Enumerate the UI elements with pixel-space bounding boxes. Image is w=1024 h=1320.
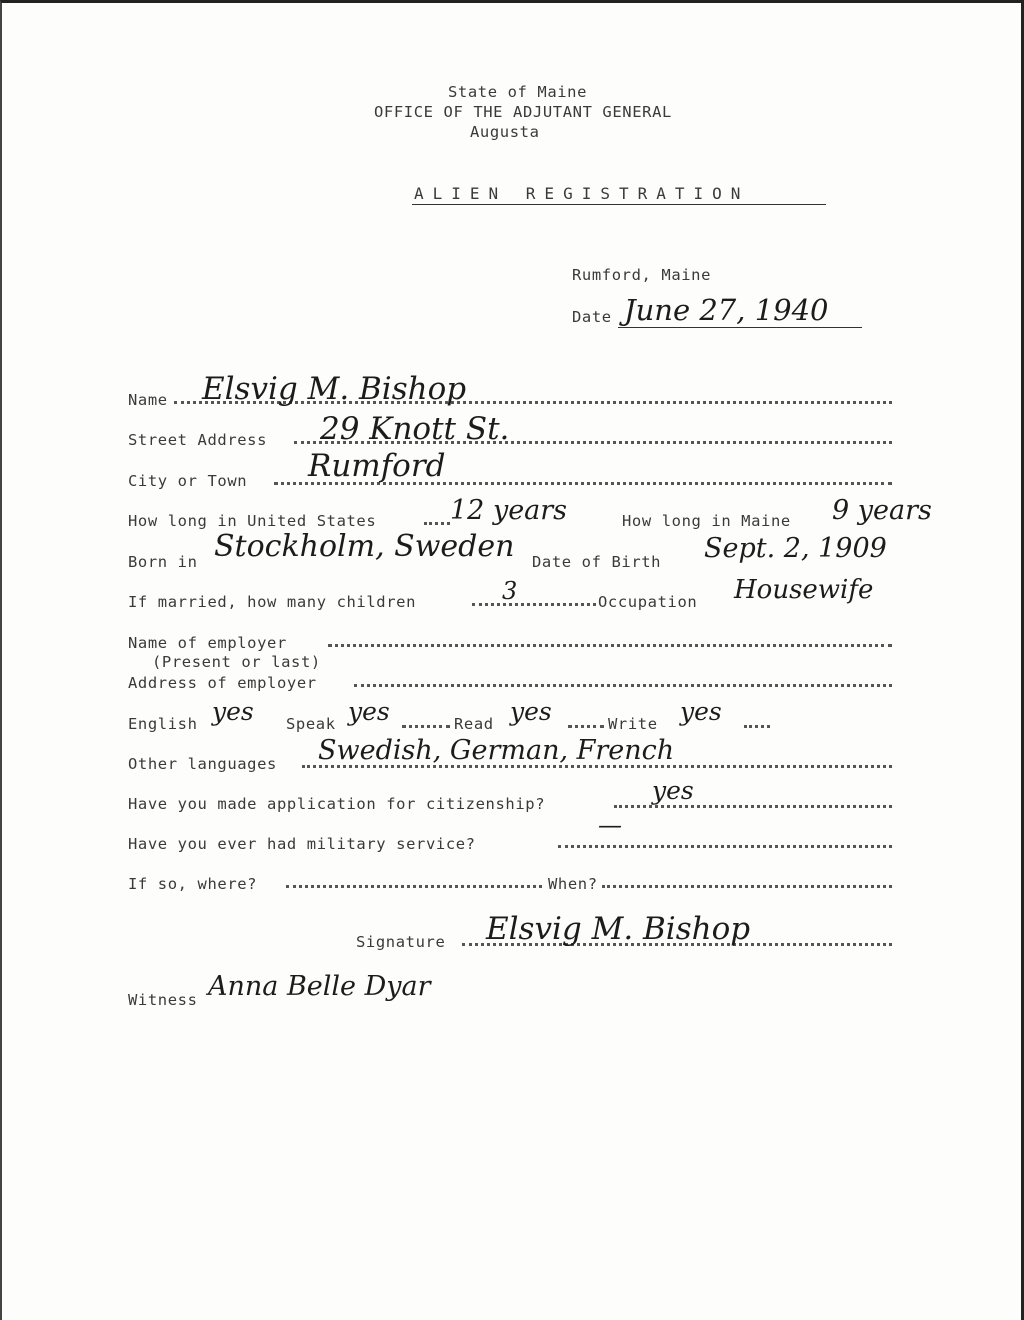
witness-value: Anna Belle Dyar bbox=[208, 971, 431, 1002]
speak-label: Speak bbox=[286, 715, 336, 733]
speak-value: yes bbox=[348, 697, 390, 726]
employer-address-dots bbox=[354, 684, 892, 687]
read-label: Read bbox=[454, 715, 494, 733]
employer-note: (Present or last) bbox=[152, 653, 321, 671]
where-label: If so, where? bbox=[128, 875, 258, 893]
city-value: Rumford bbox=[308, 448, 446, 484]
how-long-us-value: 12 years bbox=[450, 495, 568, 526]
military-value: — bbox=[598, 811, 622, 839]
read-value: yes bbox=[510, 697, 552, 726]
citizenship-value: yes bbox=[652, 776, 694, 805]
date-value: June 27, 1940 bbox=[624, 293, 829, 327]
date-line bbox=[618, 327, 862, 328]
form-title: ALIEN REGISTRATION bbox=[414, 184, 750, 203]
signature-label: Signature bbox=[356, 933, 446, 951]
english-value: yes bbox=[212, 697, 254, 726]
children-dots bbox=[472, 603, 596, 606]
children-label: If married, how many children bbox=[128, 593, 417, 611]
how-long-us-label: How long in United States bbox=[128, 512, 377, 530]
born-in-label: Born in bbox=[128, 553, 198, 571]
born-in-value: Stockholm, Sweden bbox=[214, 529, 515, 564]
how-long-maine-value: 9 years bbox=[832, 495, 932, 526]
name-label: Name bbox=[128, 391, 168, 409]
children-value: 3 bbox=[502, 577, 518, 605]
street-value: 29 Knott St. bbox=[320, 411, 510, 447]
city-heading: Augusta bbox=[470, 123, 540, 141]
witness-label: Witness bbox=[128, 991, 198, 1009]
when-label: When? bbox=[548, 875, 598, 893]
speak-dots bbox=[402, 725, 450, 728]
military-dots bbox=[558, 845, 892, 848]
write-dots bbox=[744, 725, 770, 728]
other-languages-label: Other languages bbox=[128, 755, 277, 773]
street-label: Street Address bbox=[128, 431, 268, 449]
citizenship-label: Have you made application for citizenship? bbox=[128, 795, 546, 813]
employer-dots bbox=[328, 644, 892, 647]
employer-label: Name of employer bbox=[128, 634, 287, 652]
date-of-birth-value: Sept. 2, 1909 bbox=[704, 533, 887, 564]
how-long-us-dots bbox=[424, 522, 450, 525]
write-value: yes bbox=[680, 697, 722, 726]
name-value: Elsvig M. Bishop bbox=[202, 371, 467, 407]
when-dots bbox=[602, 885, 892, 888]
military-label: Have you ever had military service? bbox=[128, 835, 476, 853]
occupation-label: Occupation bbox=[598, 593, 698, 611]
where-dots bbox=[286, 885, 542, 888]
occupation-value: Housewife bbox=[734, 575, 874, 605]
english-label: English bbox=[128, 715, 198, 733]
employer-address-label: Address of employer bbox=[128, 674, 317, 692]
other-languages-value: Swedish, German, French bbox=[318, 735, 675, 766]
write-label: Write bbox=[608, 715, 658, 733]
title-underline bbox=[412, 204, 826, 205]
citizenship-dots bbox=[614, 805, 892, 808]
signature-value: Elsvig M. Bishop bbox=[486, 911, 751, 947]
how-long-maine-label: How long in Maine bbox=[622, 512, 791, 530]
office-heading: OFFICE OF THE ADJUTANT GENERAL bbox=[374, 103, 672, 121]
read-dots bbox=[568, 725, 604, 728]
date-of-birth-label: Date of Birth bbox=[532, 553, 662, 571]
date-label: Date bbox=[572, 308, 612, 326]
state-heading: State of Maine bbox=[448, 83, 588, 101]
place-text: Rumford, Maine bbox=[572, 266, 712, 284]
city-label: City or Town bbox=[128, 472, 248, 490]
